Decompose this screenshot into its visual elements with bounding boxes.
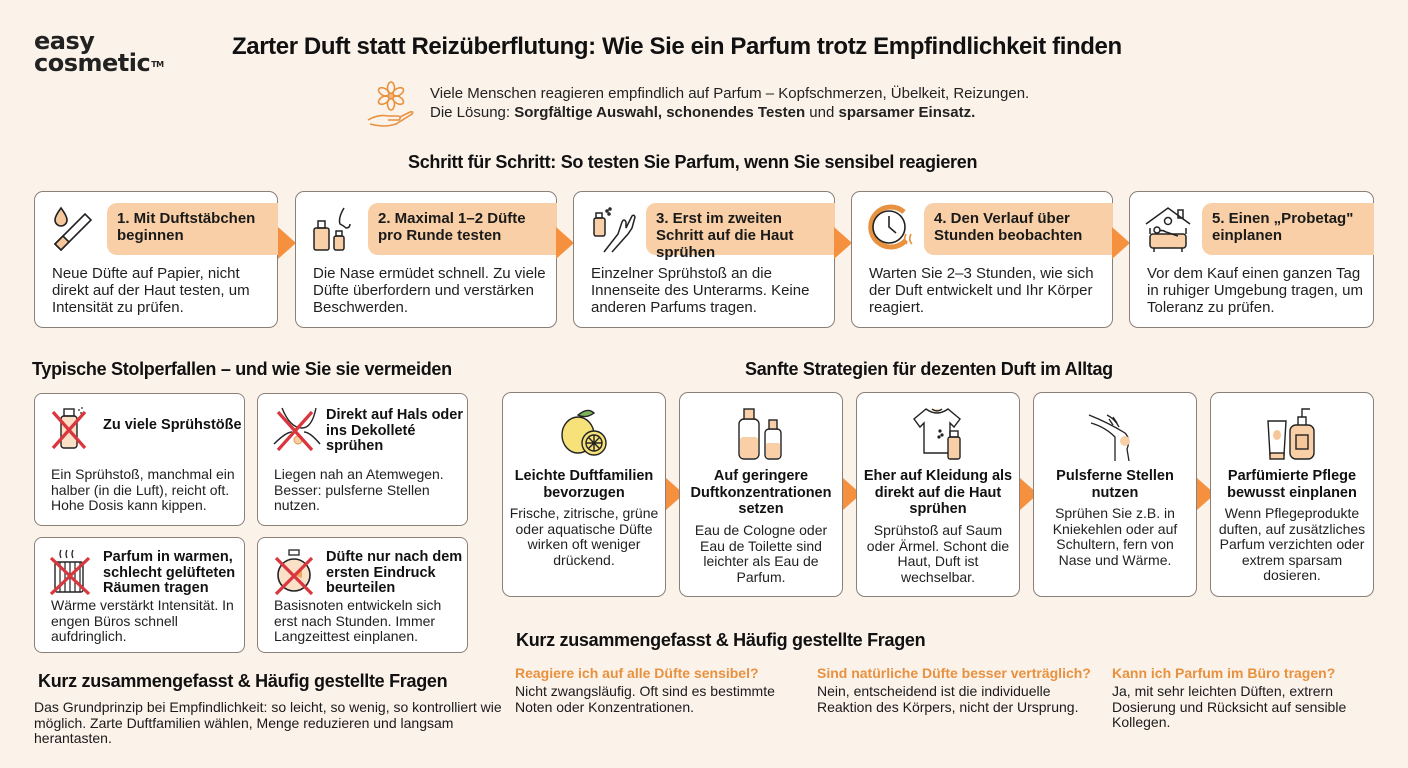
summary-text: Das Grundprinzip bei Empfindlichkeit: so leicht, so wenig, so kontrolliert wie möglich. Zarte Duftfamilien wählen, Menge reduzieren und langsam herantasten.: [34, 699, 502, 746]
strategy-title: Auf geringere Duftkonzentrationen setzen: [690, 468, 832, 517]
steps-section-title: Schritt für Schritt: So testen Sie Parfum, wenn Sie sensibel reagieren: [408, 152, 978, 172]
strategy-title: Pulsferne Stellen nutzen: [1056, 468, 1174, 501]
intro: [366, 80, 1029, 133]
faq-item-2: [817, 665, 1107, 715]
pitfalls-section-title: Typische Stolperfallen – und wie Sie sie vermeiden: [32, 359, 452, 379]
step-title: 1. Mit Duftstäbchen beginnen: [107, 203, 278, 255]
pitfall-card-3: [34, 537, 245, 653]
step-body: Einzelner Sprühstoß an die Innenseite des Unterarms. Keine anderen Parfums tragen.: [591, 265, 810, 316]
intro-line-2: Die Lösung: Sorgfältige Auswahl, schonendes Testen und sparsamer Einsatz.: [430, 104, 976, 121]
faq-item-3: [1112, 665, 1372, 731]
strategy-body: Eau de Cologne oder Eau de Toilette sind leichter als Eau de Parfum.: [694, 522, 828, 585]
strategy-card-4: [1033, 392, 1197, 597]
lemon-icon: [554, 405, 614, 463]
knee-hand-icon: [1085, 405, 1145, 463]
step-body: Die Nase ermüdet schnell. Zu viele Düfte überfordern und verstärken Beschwerden.: [313, 265, 546, 316]
pitfall-body: Basisnoten entwickeln sich erst nach Stunden. Immer Langzeittest einplanen.: [274, 597, 442, 644]
step-title: 3. Erst im zweiten Schritt auf die Haut sprühen: [646, 203, 835, 255]
step-body: Warten Sie 2–3 Stunden, wie sich der Duft entwickelt und Ihr Körper reagiert.: [869, 265, 1094, 316]
strategy-card-5: [1210, 392, 1374, 597]
strategy-card-2: [679, 392, 843, 597]
pitfall-body: Ein Sprühstoß, manchmal ein halber (in die Luft), reicht oft. Hohe Dosis kann kippen.: [51, 466, 235, 513]
step-card-1: [34, 191, 278, 328]
pitfall-card-2: [257, 393, 468, 526]
radiator-crossed-icon: [49, 548, 95, 598]
house-relax-icon: [1144, 204, 1196, 254]
step-card-4: [851, 191, 1113, 328]
faq-title: Kurz zusammengefasst & Häufig gestellte Fragen: [516, 630, 926, 650]
step-body: Neue Düfte auf Papier, nicht direkt auf der Haut testen, um Intensität zu prüfen.: [52, 265, 250, 316]
strategies-section-title: Sanfte Strategien für dezenten Duft im Alltag: [745, 359, 1113, 379]
strategy-title: Eher auf Kleidung als direkt auf die Haut sprühen: [863, 468, 1013, 517]
tshirt-spray-icon: [908, 405, 968, 463]
spray-bottle-crossed-icon: [49, 404, 95, 454]
pitfall-card-1: [34, 393, 245, 526]
faq-question: Reagiere ich auf alle Düfte sensibel?: [515, 665, 759, 681]
pitfall-title: Düfte nur nach dem ersten Eindruck beurteilen: [326, 549, 463, 596]
clock-icon: [866, 204, 918, 254]
step-card-2: [295, 191, 557, 328]
strategy-card-1: [502, 392, 666, 597]
steps-row: [34, 191, 1374, 328]
intro-text: [430, 84, 1029, 122]
brand-logo: [34, 27, 164, 77]
brand-line-2: cosmetic: [34, 49, 151, 77]
faq-question: Sind natürliche Düfte besser verträglich?: [817, 665, 1091, 681]
two-bottles-icon: [731, 405, 791, 463]
scent-strip-drop-icon: [49, 204, 101, 254]
step-card-3: [573, 191, 835, 328]
intro-line-1: Viele Menschen reagieren empfindlich auf Parfum – Kopfschmerzen, Übelkeit, Reizungen.: [430, 85, 1030, 102]
lotion-bottles-icon: [1262, 405, 1322, 463]
strategy-title: Leichte Duftfamilien bevorzugen: [514, 468, 654, 501]
faq-question: Kann ich Parfum im Büro tragen?: [1112, 665, 1336, 681]
pitfall-body: Wärme verstärkt Intensität. In engen Büros schnell aufdringlich.: [51, 597, 234, 644]
step-arrow-icon: [278, 227, 296, 259]
spray-wrist-icon: [588, 204, 640, 254]
neck-crossed-icon: [272, 404, 318, 454]
step-card-5: [1129, 191, 1374, 328]
faq-answer: Nein, entscheidend ist die individuelle Reaktion des Körpers, nicht der Ursprung.: [817, 683, 1079, 715]
strategy-title: Parfümierte Pflege bewusst einplanen: [1227, 468, 1357, 501]
trademark: TM: [151, 60, 164, 69]
strategy-body: Sprühstoß auf Saum oder Ärmel. Schont die Haut, Duft ist wechselbar.: [866, 522, 1010, 585]
bottles-nose-icon: [310, 204, 362, 254]
faq-item-1: [515, 665, 805, 715]
brand-line-1: easy: [34, 27, 95, 55]
faq-answer: Nicht zwangsläufig. Oft sind es bestimmte Noten oder Konzentrationen.: [515, 683, 775, 715]
step-title: 4. Den Verlauf über Stunden beobachten: [924, 203, 1113, 255]
stopwatch-crossed-icon: [272, 548, 318, 598]
pitfall-title: Zu viele Sprühstöße: [103, 417, 242, 433]
step-arrow-icon: [1112, 227, 1130, 259]
pitfall-body: Liegen nah an Atemwegen. Besser: pulsferne Stellen nutzen.: [274, 466, 444, 513]
pitfall-card-4: [257, 537, 468, 653]
strategy-body: Sprühen Sie z.B. in Kniekehlen oder auf Schultern, fern von Nase und Wärme.: [1052, 505, 1178, 568]
page-title: Zarter Duft statt Reizüberflutung: Wie Sie ein Parfum trotz Empfindlichkeit finden: [232, 33, 1122, 60]
step-arrow-icon: [834, 227, 852, 259]
pitfall-title: Direkt auf Hals oder ins Dekolleté sprühen: [326, 407, 463, 454]
step-arrow-icon: [556, 227, 574, 259]
step-title: 5. Einen „Probetag" einplanen: [1202, 203, 1374, 255]
step-body: Vor dem Kauf einen ganzen Tag in ruhiger Umgebung tragen, um Toleranz zu prüfen.: [1147, 265, 1363, 316]
strategy-body: Frische, zitrische, grüne oder aquatische Düfte wirken oft weniger drückend.: [509, 505, 659, 568]
pitfall-title: Parfum in warmen, schlecht gelüfteten Räumen tragen: [103, 549, 236, 596]
faq-answer: Ja, mit sehr leichten Düften, extrern Dosierung und Rücksicht auf sensible Kollegen.: [1112, 683, 1347, 730]
strategy-body: Wenn Pflegeprodukte duften, auf zusätzliches Parfum verzichten oder extrem sparsam dosieren.: [1218, 505, 1366, 583]
strategy-card-3: [856, 392, 1020, 597]
step-title: 2. Maximal 1–2 Düfte pro Runde testen: [368, 203, 557, 255]
flower-hand-icon: [366, 80, 416, 133]
summary-title: Kurz zusammengefasst & Häufig gestellte Fragen: [38, 671, 448, 691]
